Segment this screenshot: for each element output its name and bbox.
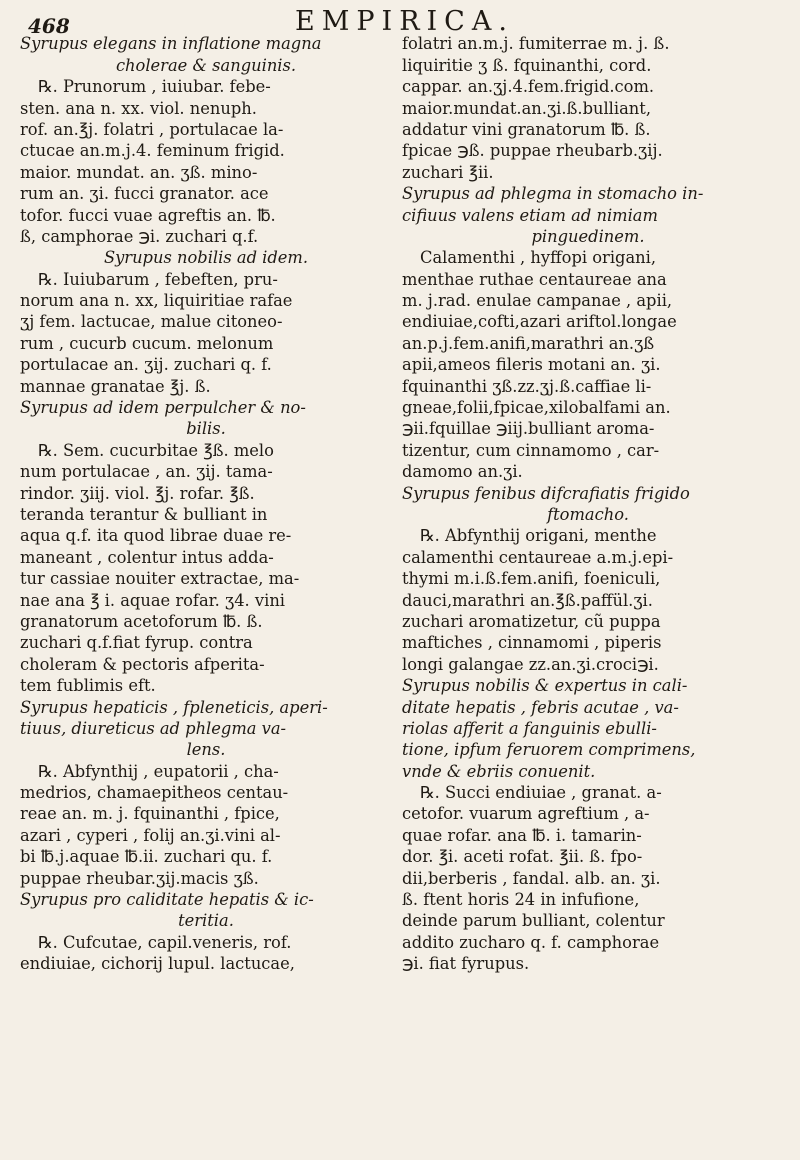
text-line: portulacae an. ʒij. zuchari q. f. [20, 355, 272, 375]
text-line: dauci,marathri an.℥ß.paffül.ʒi. [402, 590, 653, 610]
left-column [20, 12, 392, 975]
text-line [402, 12, 774, 33]
text-line: folatri an.m.j. fumiterrae m. j. ß. [402, 34, 670, 54]
text-line [20, 12, 392, 33]
text-line: ctucae an.m.j.4. feminum frigid. [20, 141, 285, 161]
text-line: puppae rheubar.ʒij.macis ʒß. [20, 868, 259, 888]
text-line: apii,ameos fileris motani an. ʒi. [402, 355, 661, 375]
text-line: ℞. Abfynthij origani, menthe [420, 526, 657, 546]
text-line: sten. ana n. xx. viol. nenuph. [20, 98, 257, 118]
text-line: calamenthi centaureae a.m.j.epi- [402, 547, 674, 567]
text-line: damomo an.ʒi. [402, 462, 523, 482]
text-line: ftomacho. [547, 504, 629, 524]
text-line: norum ana n. xx, liquiritiae rafae [20, 291, 293, 311]
text-line: addatur vini granatorum ℔. ß. [402, 119, 651, 139]
text-line: reae an. m. j. fquinanthi , fpice, [20, 804, 280, 824]
text-line: teranda terantur & bulliant in [20, 504, 268, 524]
text-line: longi galangae zz.an.ʒi.croci℈i. [402, 654, 659, 674]
text-line: dii,berberis , fandal. alb. an. ʒi. [402, 868, 661, 888]
text-line: vnde & ebriis conuenit. [402, 761, 596, 781]
text-line: Syrupus hepaticis , fpleneticis, aperi- [20, 697, 328, 717]
text-line: ditate hepatis , febris acutae , va- [402, 697, 679, 717]
text-line: addito zucharo q. f. camphorae [402, 932, 660, 952]
text-line: ℞. Prunorum , iuiubar. febe- [38, 77, 271, 97]
text-line: rum an. ʒi. fucci granator. ace [20, 184, 269, 204]
text-line: medrios, chamaepitheos centau- [20, 783, 289, 803]
text-line: zuchari aromatizetur, cũ puppa [402, 611, 661, 631]
text-line: maior.mundat.an.ʒi.ß.bulliant, [402, 98, 652, 118]
text-line: fpicae ℈ß. puppae rheubarb.ʒij. [402, 141, 663, 161]
text-line: thymi m.i.ß.fem.anifi, foeniculi, [402, 569, 661, 589]
text-line: Syrupus ad idem perpulcher & no- [20, 398, 306, 418]
text-line: cholerae & sanguinis. [115, 55, 297, 75]
text-line: ℞. Succi endiuiae , granat. a- [420, 783, 662, 803]
text-line: ß, camphorae ℈i. zuchari q.f. [20, 226, 259, 246]
text-line: endiuiae, cichorij lupul. lactucae, [20, 954, 295, 974]
text-line: ℞. Cufcutae, capil.veneris, rof. [38, 932, 292, 952]
text-line: maftiches , cinnamomi , piperis [402, 633, 662, 653]
text-line: Syrupus fenibus difcrafiatis frigido [402, 483, 690, 503]
text-line: m. j.rad. enulae campanae , apii, [402, 291, 673, 311]
text-line: rof. an.℥j. folatri , portulacae la- [20, 119, 284, 139]
text-line: nae ana ℥ i. aquae rofar. ʒ4. vini [20, 590, 286, 610]
text-line: tur cassiae nouiter extractae, ma- [20, 569, 300, 589]
text-line: tizentur, cum cinnamomo , car- [402, 440, 660, 460]
text-line: quae rofar. ana ℔. i. tamarin- [402, 825, 642, 845]
text-line: choleram & pectoris afperita- [20, 654, 265, 674]
text-line: mannae granatae ℥j. ß. [20, 376, 211, 396]
text-line: ʒj fem. lactucae, malue citoneo- [20, 312, 283, 332]
text-line: azari , cyperi , folij an.ʒi.vini al- [20, 825, 281, 845]
text-line: ℞. Abfynthij , eupatorii , cha- [38, 761, 279, 781]
text-line: deinde parum bulliant, colentur [402, 911, 665, 931]
text-line: teritia. [178, 911, 234, 931]
text-line: tofor. fucci vuae agreftis an. ℔. [20, 205, 276, 225]
text-line: Syrupus elegans in inflatione magna [20, 34, 322, 54]
text-line: lens. [186, 740, 226, 760]
text-line: ℈i. fiat fyrupus. [402, 954, 530, 974]
text-line: rum , cucurb cucum. melonum [20, 333, 274, 353]
text-line: Syrupus nobilis ad idem. [103, 248, 309, 268]
text-line: Syrupus nobilis & expertus in cali- [402, 676, 688, 696]
text-line: Syrupus pro caliditate hepatis & ic- [20, 890, 314, 910]
right-column [402, 12, 774, 975]
text-line: gneae,folii,fpicae,xilobalfami an. [402, 398, 671, 418]
text-line: an.p.j.fem.anifi,marathri an.ʒß [402, 333, 655, 353]
text-line: tem fublimis eft. [20, 676, 156, 696]
text-line: cifiuus valens etiam ad nimiam [402, 205, 658, 225]
text-line: ß. ftent horis 24 in infufione, [402, 890, 640, 910]
text-line: menthae ruthae centaureae ana [402, 269, 667, 289]
running-head: EMPIRICA. [295, 6, 514, 37]
text-line: dor. ℥i. aceti rofat. ℥ii. ß. fpo- [402, 847, 643, 867]
text-line: rindor. ʒiij. viol. ℥j. rofar. ℥ß. [20, 483, 255, 503]
text-line: bilis. [186, 419, 226, 439]
text-line: ℈ii.fquillae ℈iij.bulliant aroma- [402, 419, 655, 439]
text-line: num portulacae , an. ʒij. tama- [20, 462, 273, 482]
text-line: zuchari ℥ii. [402, 162, 494, 182]
text-line: maior. mundat. an. ʒß. mino- [20, 162, 258, 182]
text-line: cetofor. vuarum agreftium , a- [402, 804, 650, 824]
text-line: Syrupus ad phlegma in stomacho in- [402, 184, 704, 204]
text-line: cappar. an.ʒj.4.fem.frigid.com. [402, 77, 655, 97]
text-line: endiuiae,cofti,azari ariftol.longae [402, 312, 677, 332]
text-line: tione, ipfum feruorem comprimens, [402, 740, 696, 760]
text-line: pinguedinem. [531, 226, 645, 246]
page-number: 468 [28, 14, 70, 38]
text-line: maneant , colentur intus adda- [20, 547, 274, 567]
text-line: tiuus, diureticus ad phlegma va- [20, 718, 287, 738]
text-line: zuchari q.f.fiat fyrup. contra [20, 633, 253, 653]
text-line: ℞. Iuiubarum , febeften, pru- [38, 269, 278, 289]
text-line: Calamenthi , hyffopi origani, [420, 248, 657, 268]
text-line: riolas afferit a fanguinis ebulli- [402, 718, 657, 738]
text-line: liquiritie ʒ ß. fquinanthi, cord. [402, 55, 652, 75]
text-line: fquinanthi ʒß.zz.ʒj.ß.caffiae li- [402, 376, 652, 396]
text-line: aqua q.f. ita quod librae duae re- [20, 526, 292, 546]
text-line: bi ℔.j.aquae ℔.ii. zuchari qu. f. [20, 847, 273, 867]
text-line: granatorum acetoforum ℔. ß. [20, 611, 263, 631]
text-line: ℞. Sem. cucurbitae ℥ß. melo [38, 440, 274, 460]
